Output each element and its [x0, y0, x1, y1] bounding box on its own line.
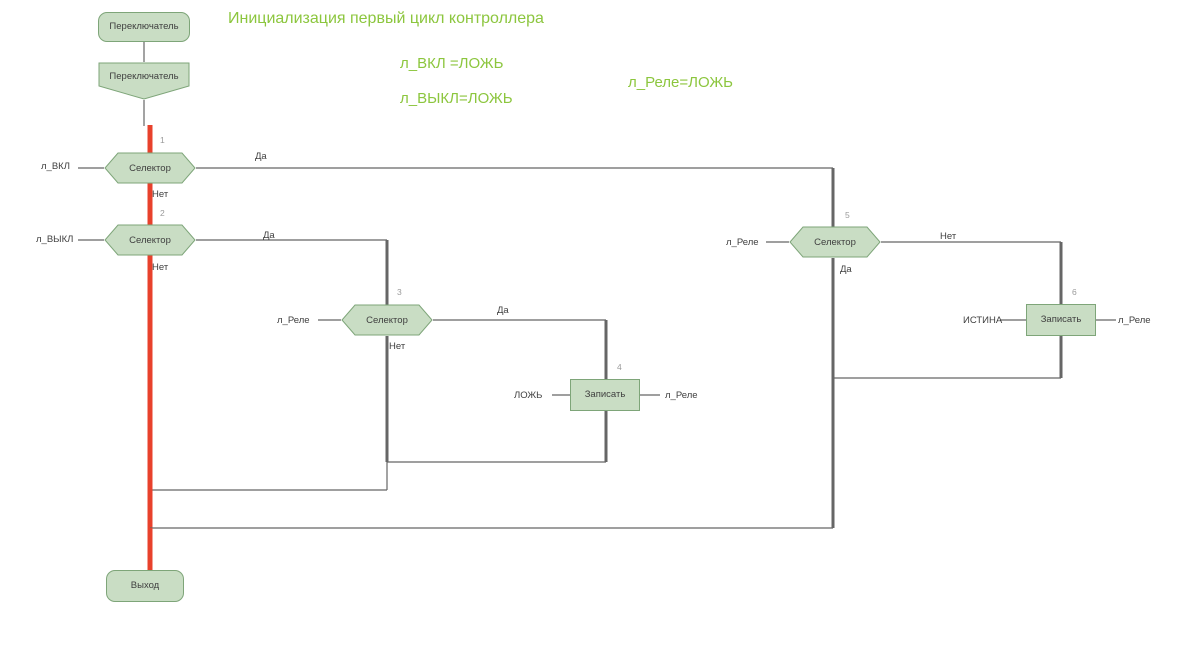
node-label: Записать: [1040, 313, 1082, 325]
port-label-l-rele-act6: л_Реле: [1118, 315, 1151, 326]
diagram-title: Инициализация первый цикл контроллера: [228, 10, 544, 27]
node-label: Записать: [584, 388, 626, 400]
annotation-l-vkl: л_ВКЛ =ЛОЖЬ: [400, 55, 504, 72]
node-label: Селектор: [129, 234, 171, 246]
branch-label-sel1-no: Нет: [152, 189, 169, 200]
node-label: Селектор: [366, 314, 408, 326]
branch-label-sel2-yes: Да: [263, 230, 275, 241]
node-selector-1[interactable]: [104, 152, 196, 184]
port-label-l-rele-sel3: л_Реле: [277, 315, 310, 326]
node-switch-plate[interactable]: [98, 62, 190, 100]
node-label: Переключатель: [109, 70, 179, 82]
node-write-4[interactable]: [570, 379, 640, 411]
annotation-l-rele: л_Реле=ЛОЖЬ: [628, 74, 734, 91]
branch-label-sel3-no: Нет: [389, 341, 406, 352]
branch-label-sel5-no: Нет: [940, 231, 957, 242]
port-label-istina: ИСТИНА: [963, 315, 1003, 326]
node-number-6: 6: [1072, 287, 1077, 297]
port-label-l-rele-act4: л_Реле: [665, 390, 698, 401]
node-number-1: 1: [160, 135, 165, 145]
port-label-l-rele-sel5: л_Реле: [726, 237, 759, 248]
node-number-3: 3: [397, 287, 402, 297]
node-label-wrap: [98, 62, 190, 92]
node-label: Выход: [130, 579, 160, 591]
branch-label-sel5-yes: Да: [840, 264, 852, 275]
branch-label-sel2-no: Нет: [152, 262, 169, 273]
node-switch-top[interactable]: [98, 12, 190, 42]
port-label-lozh: ЛОЖЬ: [514, 390, 543, 401]
annotation-l-vykl: л_ВЫКЛ=ЛОЖЬ: [400, 90, 513, 107]
node-output[interactable]: [106, 570, 184, 602]
node-selector-2[interactable]: [104, 224, 196, 256]
node-label: Селектор: [814, 236, 856, 248]
port-label-l-vykl: л_ВЫКЛ: [36, 234, 74, 245]
port-label-l-vkl: л_ВКЛ: [41, 161, 70, 172]
node-label: Селектор: [129, 162, 171, 174]
node-selector-3[interactable]: [341, 304, 433, 336]
node-selector-5[interactable]: [789, 226, 881, 258]
node-write-6[interactable]: [1026, 304, 1096, 336]
node-label: Переключатель: [109, 20, 179, 32]
branch-label-sel3-yes: Да: [497, 305, 509, 316]
branch-label-sel1-yes: Да: [255, 151, 267, 162]
node-number-4: 4: [617, 362, 622, 372]
node-number-5: 5: [845, 210, 850, 220]
node-number-2: 2: [160, 208, 165, 218]
